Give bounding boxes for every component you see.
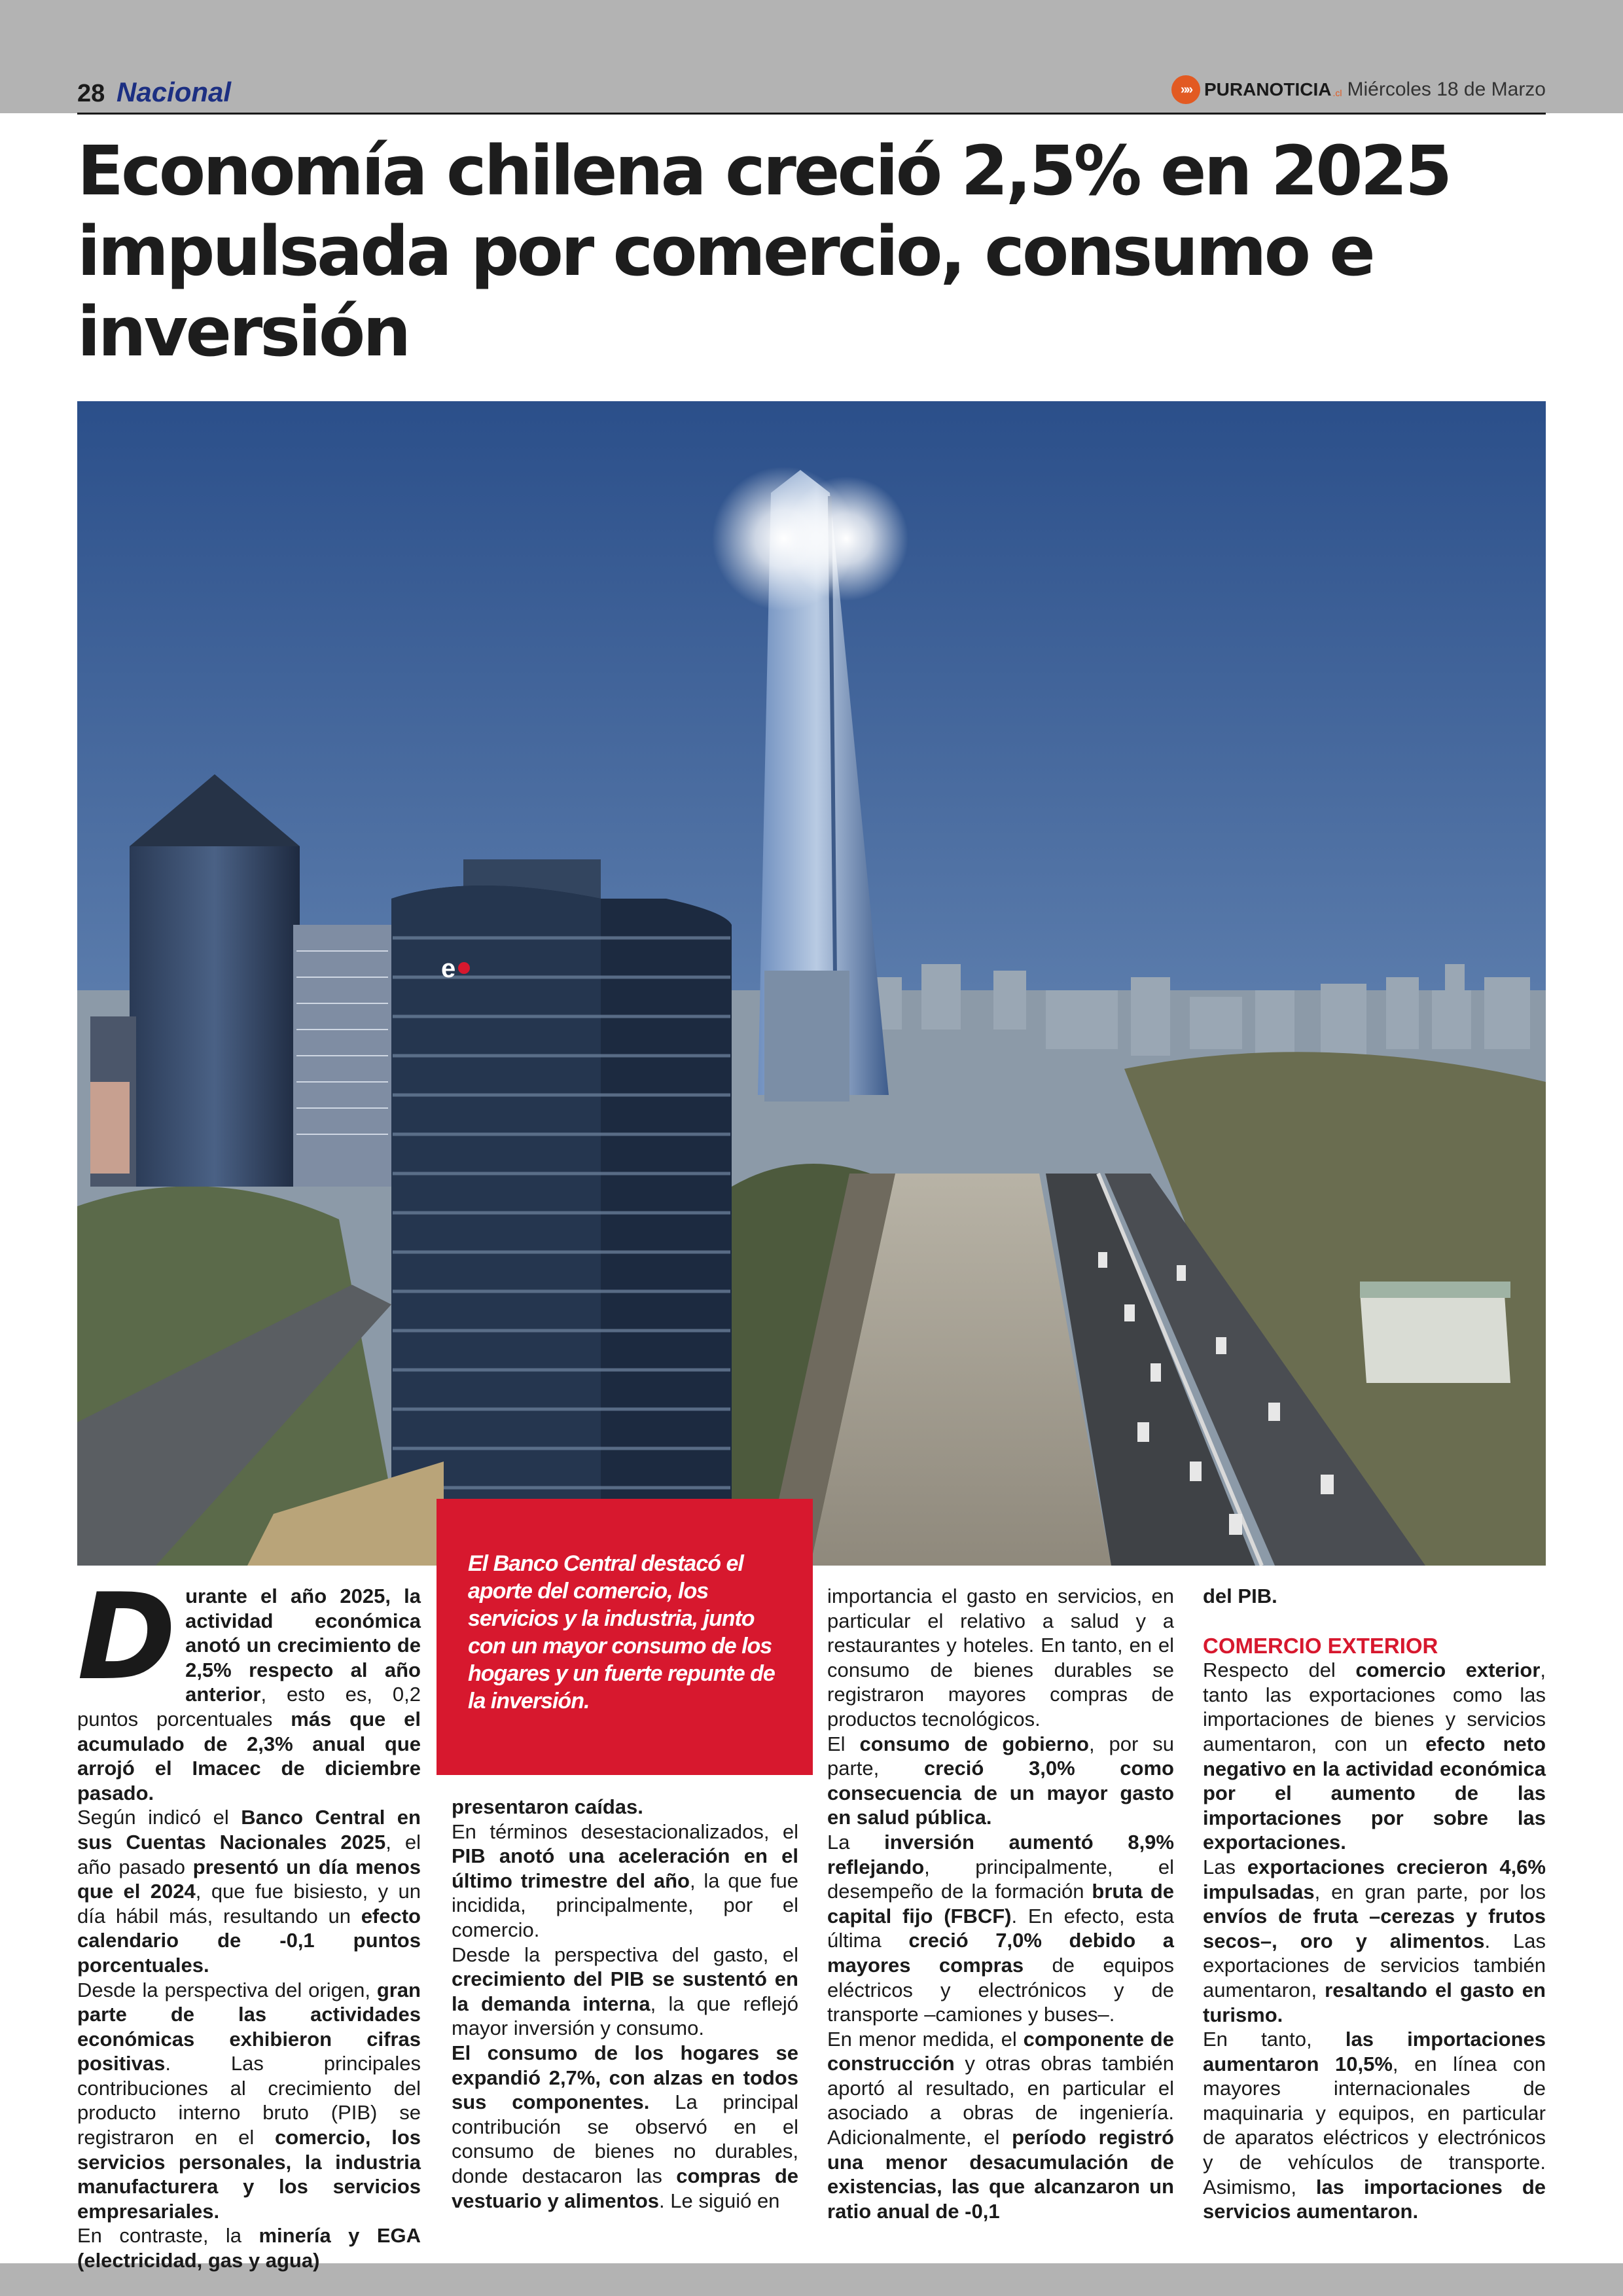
paragraph: El consumo de gobierno, por su parte, creció 3,0% como consecuencia de un mayor gasto en salud pública. xyxy=(827,1732,1175,1829)
paragraph: En contraste, la minería y EGA (electricidad, gas y agua) xyxy=(77,2224,421,2272)
article-column-4 xyxy=(1203,1584,1546,2224)
paragraph: Las exportaciones crecieron 4,6% impulsadas, en gran parte, por los envíos de fruta –cerezas y frutos secos–, oro y alimentos. Las exportaciones de servicios también aumentaron, resaltando el gasto en turismo. xyxy=(1203,1855,1546,2026)
paragraph: En menor medida, el componente de construcción y otras obras también aportó al resultado, en particular el asociado a obras de ingeniería. Adicionalmente, el período registró una menor desacumulación de existencias, las que alcanzaron un ratio anual de -0,1 xyxy=(827,2027,1174,2223)
logo-text: PURANOTICIA xyxy=(1204,79,1332,99)
paragraph: En tanto, las importaciones aumentaron 10,5%, en línea con mayores internacionales de maquinaria y equipos, en particular de aparatos eléctricos y electrónicos y de vehículos de transporte. Asimismo, las importaciones de servicios aumentaron. xyxy=(1203,2028,1546,2223)
building-sign-text: e xyxy=(441,954,456,983)
paragraph: presentaron caídas. xyxy=(452,1795,643,1818)
logo-arrows-icon: »» xyxy=(1171,75,1200,104)
article-column-1 xyxy=(77,1568,421,2273)
article-column-3 xyxy=(827,1584,1174,2223)
paragraph: importancia el gasto en servicios, en particular el relativo a salud y a restaurantes y hoteles. En tanto, en el consumo de bienes durables se registraron mayores compras de productos tecnológicos. xyxy=(827,1585,1174,1731)
issue-date: Miércoles 18 de Marzo xyxy=(1347,79,1546,100)
paragraph: del PIB. xyxy=(1203,1585,1277,1607)
paragraph: El consumo de los hogares se expandió 2,7%, con alzas en todos sus componentes. La principal contribución se observó en el consumo de bienes no durables, donde destacaron las compras de vestuario y alimentos. Le siguió en xyxy=(452,2041,798,2212)
pull-quote-box xyxy=(437,1499,813,1775)
puranoticia-logo xyxy=(1171,75,1342,105)
paragraph: La inversión aumentó 8,9% reflejando, principalmente, el desempeño de la formación bruta de capital fijo (FBCF). En efecto, esta última creció 7,0% debido a mayores compras de equipos eléctricos y electrónicos y de transporte –camiones y buses–. xyxy=(827,1830,1174,2026)
paragraph: Desde la perspectiva del gasto, el crecimiento del PIB se sustentó en la demanda interna, la que reflejó mayor inversión y consumo. xyxy=(452,1943,798,2040)
page-header xyxy=(77,73,1546,115)
paragraph: Desde la perspectiva del origen, gran parte de las actividades económicas exhibieron cifras positivas. Las principales contribuciones al crecimiento del producto interno bruto (PIB) se registraron en el comercio, los servicios personales, la industria manufacturera y los servicios empresariales. xyxy=(77,1978,421,2223)
drop-cap: D xyxy=(77,1568,177,1706)
paragraph: En términos desestacionalizados, el PIB anotó una aceleración en el último trimestre del año, la que fue incidida, principalmente, por el comercio. xyxy=(452,1820,798,1941)
header-divider xyxy=(77,113,1546,115)
paragraph: Respecto del comercio exterior, tanto las exportaciones como las importaciones de bienes y servicios aumentaron, con un efecto neto negativo en la actividad económica por el aumento de las importaciones por sobre las exportaciones. xyxy=(1203,1659,1546,1854)
paragraph: urante el año 2025, la actividad económica anotó un crecimiento de 2,5% respecto al año anterior, esto es, 0,2 puntos porcentuales más que el acumulado de 2,3% anual que arrojó el Imacec de diciembre pasado. xyxy=(77,1585,421,1804)
article-column-2 xyxy=(452,1795,798,2213)
logo-suffix: .cl xyxy=(1332,88,1342,98)
article-photo xyxy=(77,401,1546,1566)
page-number: 28 xyxy=(77,80,105,107)
article-headline: Economía chilena creció 2,5% en 2025 impulsada por comercio, consumo e inversión xyxy=(77,131,1450,372)
section-subhead: COMERCIO EXTERIOR xyxy=(1203,1633,1438,1658)
paragraph: Según indicó el Banco Central en sus Cuentas Nacionales 2025, el año pasado presentó un día menos que el 2024, que fue bisiesto, y un día hábil más, resultando un efecto calendario de -0,1 puntos porcentuales. xyxy=(77,1806,421,1977)
building-sign-dot xyxy=(458,962,470,974)
section-name: Nacional xyxy=(116,77,232,107)
pull-quote-text: El Banco Central destacó el aporte del comercio, los servicios y la industria, junto con un mayor consumo de los hogares y un fuerte repunte de la inversión. xyxy=(468,1551,775,1713)
